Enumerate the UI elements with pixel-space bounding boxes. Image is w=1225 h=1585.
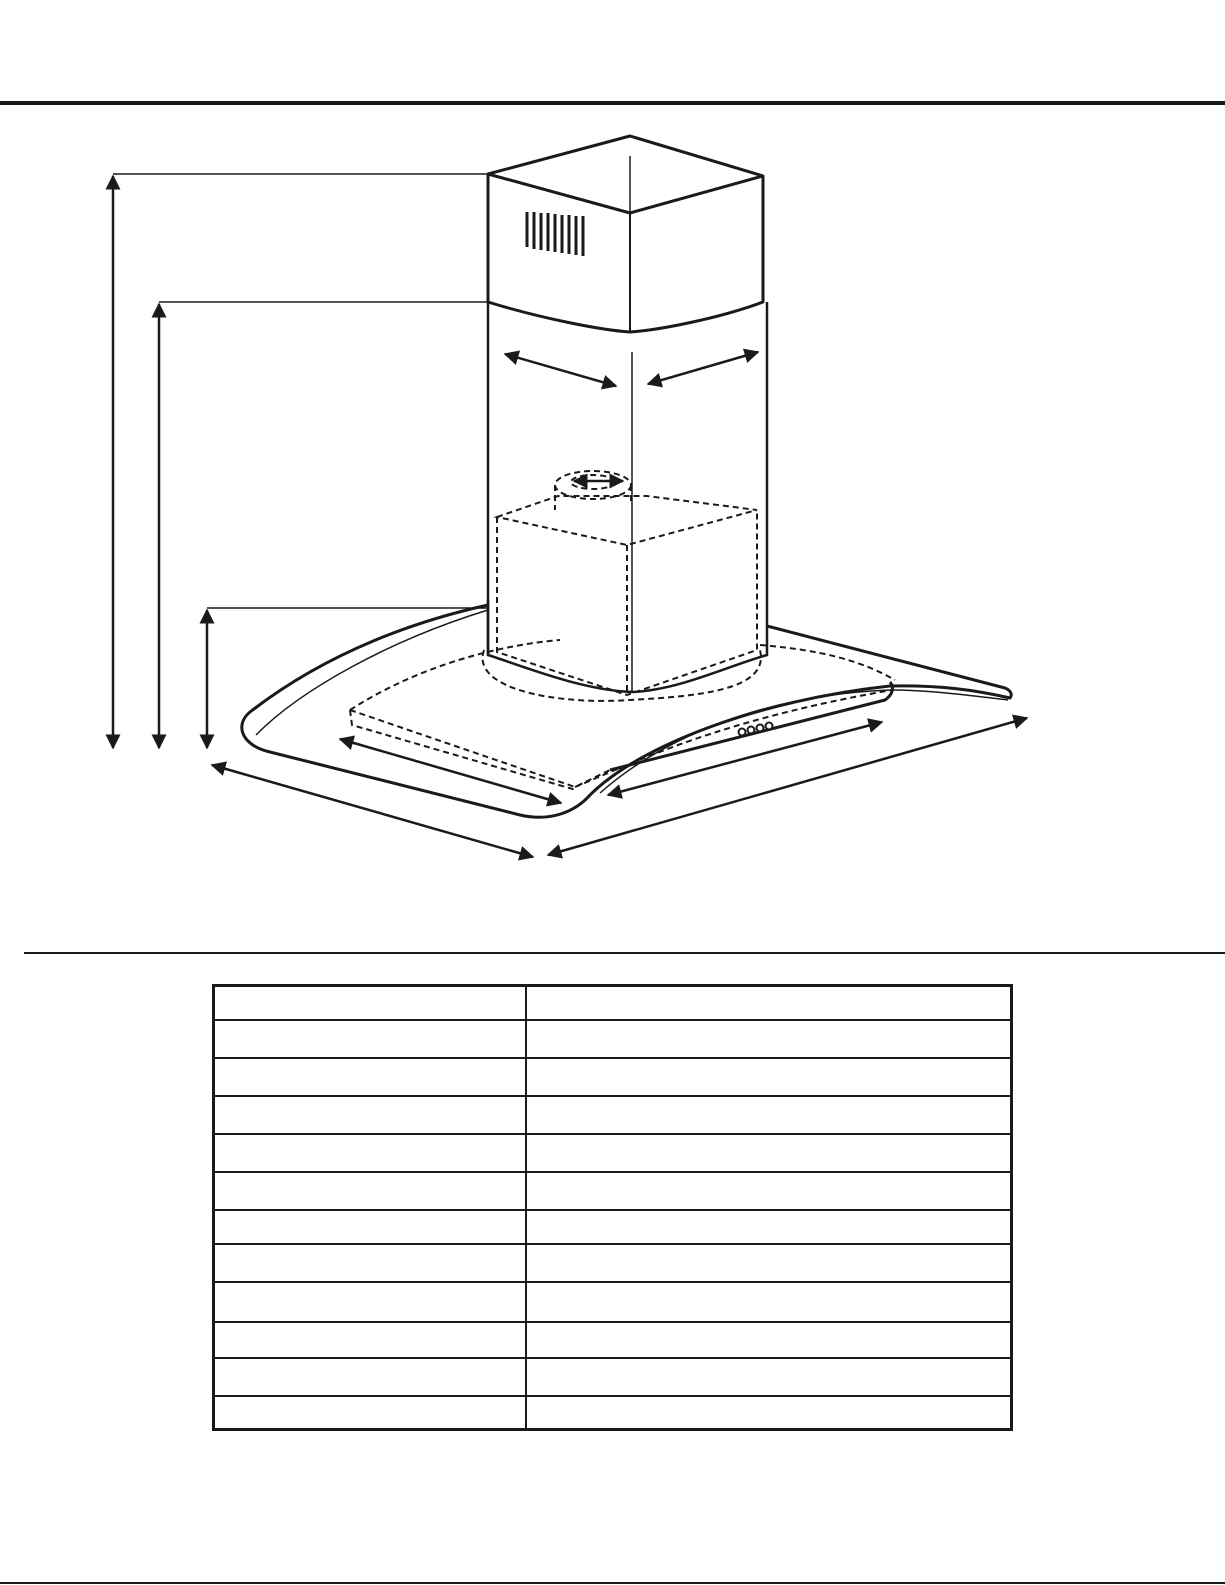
table-row <box>214 1020 1012 1058</box>
spec-value <box>526 1134 1012 1172</box>
spec-label <box>214 1096 527 1134</box>
table-row <box>214 1058 1012 1096</box>
spec-label <box>214 1396 527 1430</box>
spec-value <box>526 1172 1012 1210</box>
table-row <box>214 1322 1012 1358</box>
spec-value <box>526 1210 1012 1244</box>
spec-value <box>526 1396 1012 1430</box>
dimension-lines <box>113 174 488 608</box>
spec-value <box>526 986 1012 1020</box>
table-row <box>214 1244 1012 1282</box>
chimney-width-arrow <box>505 354 616 386</box>
chimney-upper-section <box>488 136 763 332</box>
table-row <box>214 1172 1012 1210</box>
filter-depth-arrow <box>340 739 561 803</box>
spec-value <box>526 1322 1012 1358</box>
table-row <box>214 986 1012 1020</box>
spec-label <box>214 986 527 1020</box>
table-row <box>214 1096 1012 1134</box>
table-row <box>214 1396 1012 1430</box>
spec-label <box>214 1058 527 1096</box>
table-row <box>214 1358 1012 1396</box>
vent-slots <box>527 212 583 256</box>
chimney-depth-arrow <box>648 352 758 384</box>
specification-table <box>212 984 1013 1431</box>
spec-label <box>214 1282 527 1322</box>
table-row <box>214 1134 1012 1172</box>
internal-blower-dashed <box>350 471 895 790</box>
spec-value <box>526 1282 1012 1322</box>
spec-label <box>214 1210 527 1244</box>
spec-label <box>214 1020 527 1058</box>
bottom-rule <box>0 1582 1225 1584</box>
spec-label <box>214 1322 527 1358</box>
spec-value <box>526 1096 1012 1134</box>
spec-value <box>526 1020 1012 1058</box>
table-row <box>214 1282 1012 1322</box>
spec-label <box>214 1134 527 1172</box>
section-rule <box>24 952 1225 954</box>
spec-value <box>526 1058 1012 1096</box>
spec-label <box>214 1358 527 1396</box>
spec-value <box>526 1358 1012 1396</box>
spec-label <box>214 1244 527 1282</box>
hood-width-arrow <box>548 718 1027 855</box>
spec-label <box>214 1172 527 1210</box>
spec-value <box>526 1244 1012 1282</box>
dimension-arrows <box>113 176 1027 857</box>
table-row <box>214 1210 1012 1244</box>
